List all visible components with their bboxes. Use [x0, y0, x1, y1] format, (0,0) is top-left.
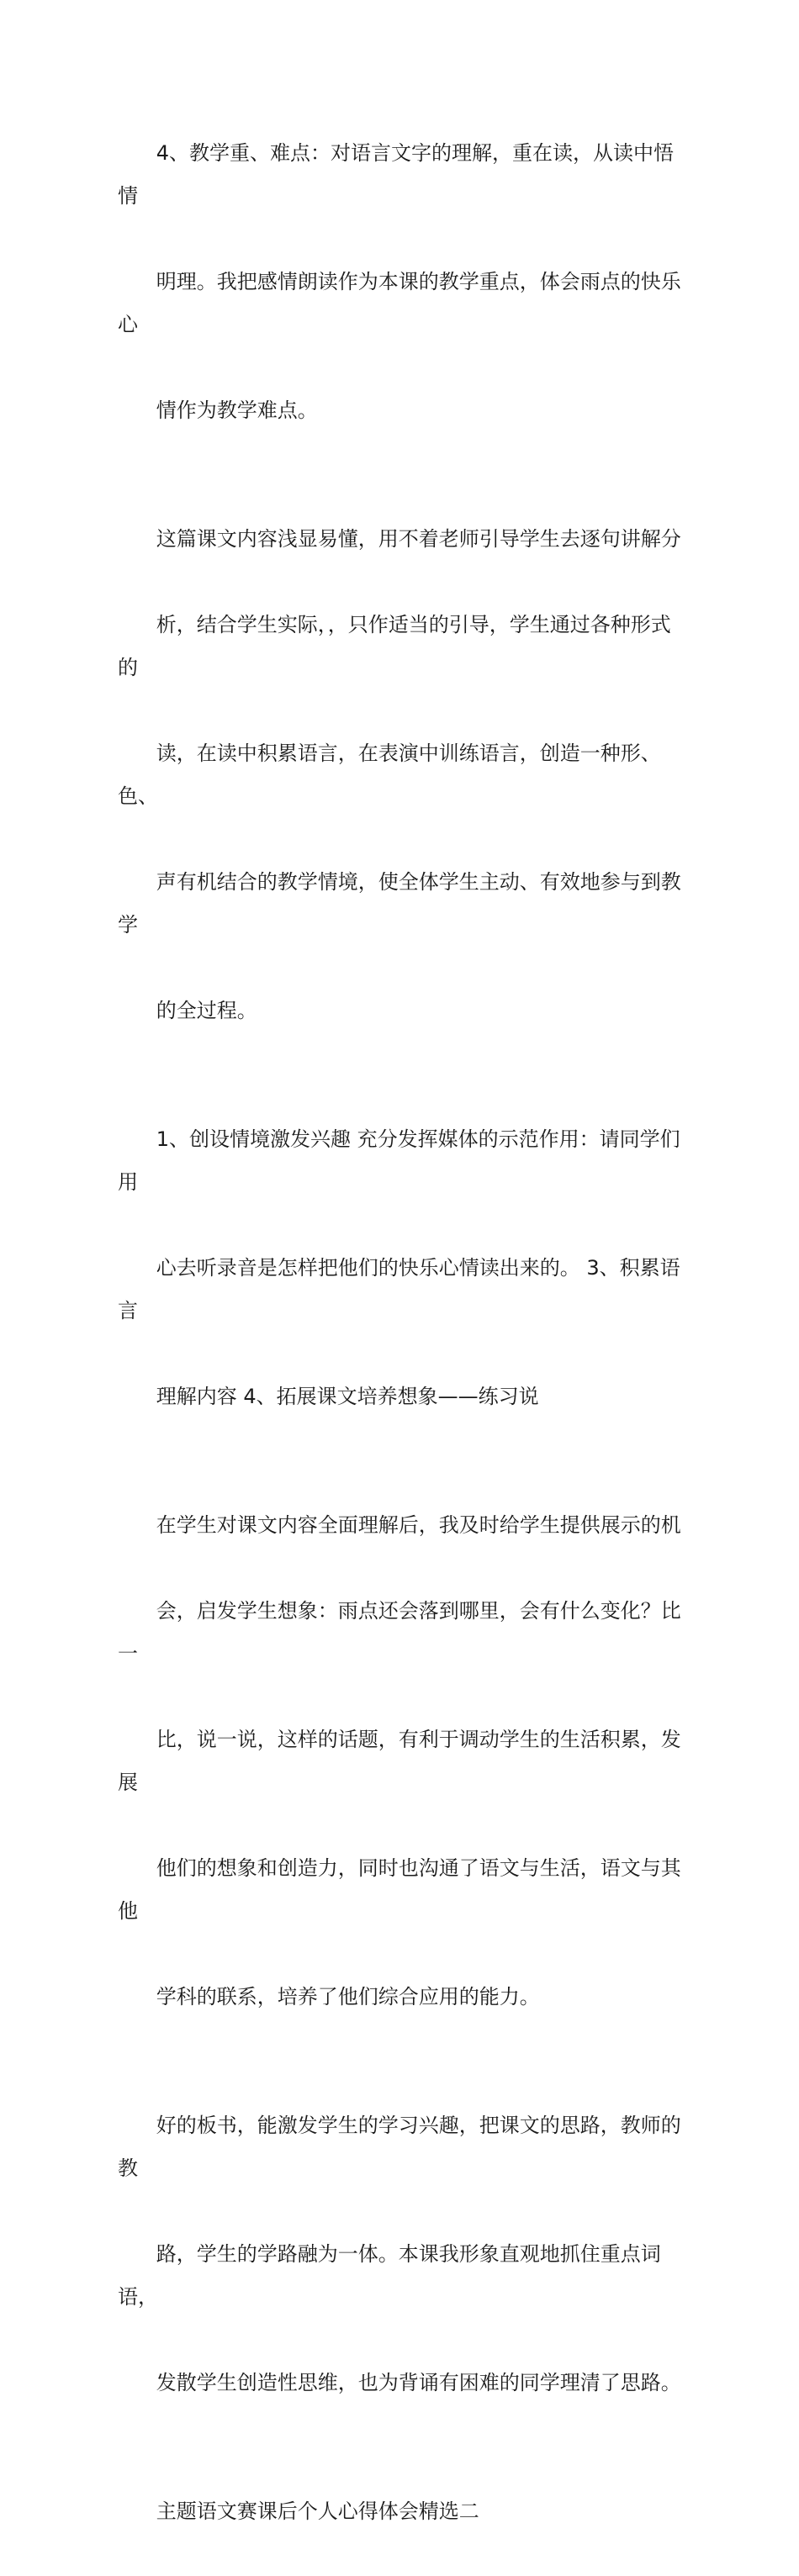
text-line: 的全过程。	[156, 999, 257, 1022]
text-line: 比，说一说，这样的话题，有利于调动学生的生活积累，发展	[118, 1728, 681, 1794]
text-line: 读，在读中积累语言，在表演中训练语言，创造一种形、色、	[118, 742, 661, 808]
text-line: 析，结合学生实际，，只作适当的引导，学生通过各种形式的	[118, 613, 671, 679]
text-line: 这篇课文内容浅显易懂，用不着老师引导学生去逐句讲解分	[156, 527, 681, 551]
text-line: 好的板书，能激发学生的学习兴趣，把课文的思路，教师的教	[118, 2114, 681, 2180]
text-line: 声有机结合的教学情境，使全体学生主动、有效地参与到教学	[118, 870, 681, 937]
text-line: 他们的想象和创造力，同时也沟通了语文与生活，语文与其他	[118, 1856, 681, 1923]
paragraph-blackboard	[118, 2061, 690, 2447]
text-line: 会，启发学生想象：雨点还会落到哪里，会有什么变化？比一	[118, 1599, 681, 1665]
text-line: 路，学生的学路融为一体。本课我形象直观地抓住重点词语，	[118, 2242, 661, 2309]
text-line: 1、创设情境激发兴趣 充分发挥媒体的示范作用：请同学们用	[118, 1127, 680, 1194]
paragraph-lesson-approach	[118, 475, 690, 1075]
text-line: 理解内容 4、拓展课文培养想象——练习说	[156, 1385, 539, 1408]
text-line: 在学生对课文内容全面理解后，我及时给学生提供展示的机	[156, 1513, 681, 1537]
text-line: 学科的联系，培养了他们综合应用的能力。	[156, 1985, 540, 2009]
text-line: 明理。我把感情朗读作为本课的教学重点，体会雨点的快乐心	[118, 270, 681, 336]
paragraph-teaching-steps	[118, 1075, 690, 1461]
document-body	[118, 89, 690, 2576]
text-line: 情作为教学难点。	[156, 399, 318, 422]
section-heading	[118, 2447, 690, 2576]
paragraph-teaching-focus	[118, 89, 690, 475]
text-line: 主题语文赛课后个人心得体会精选二	[156, 2499, 479, 2523]
text-line: 心去听录音是怎样把他们的快乐心情读出来的。 3、积累语言	[118, 1256, 680, 1322]
text-line: 4、教学重、难点：对语言文字的理解，重在读，从读中悟情	[118, 141, 675, 208]
text-line: 发散学生创造性思维，也为背诵有困难的同学理清了思路。	[156, 2371, 681, 2394]
paragraph-imagination	[118, 1461, 690, 2061]
